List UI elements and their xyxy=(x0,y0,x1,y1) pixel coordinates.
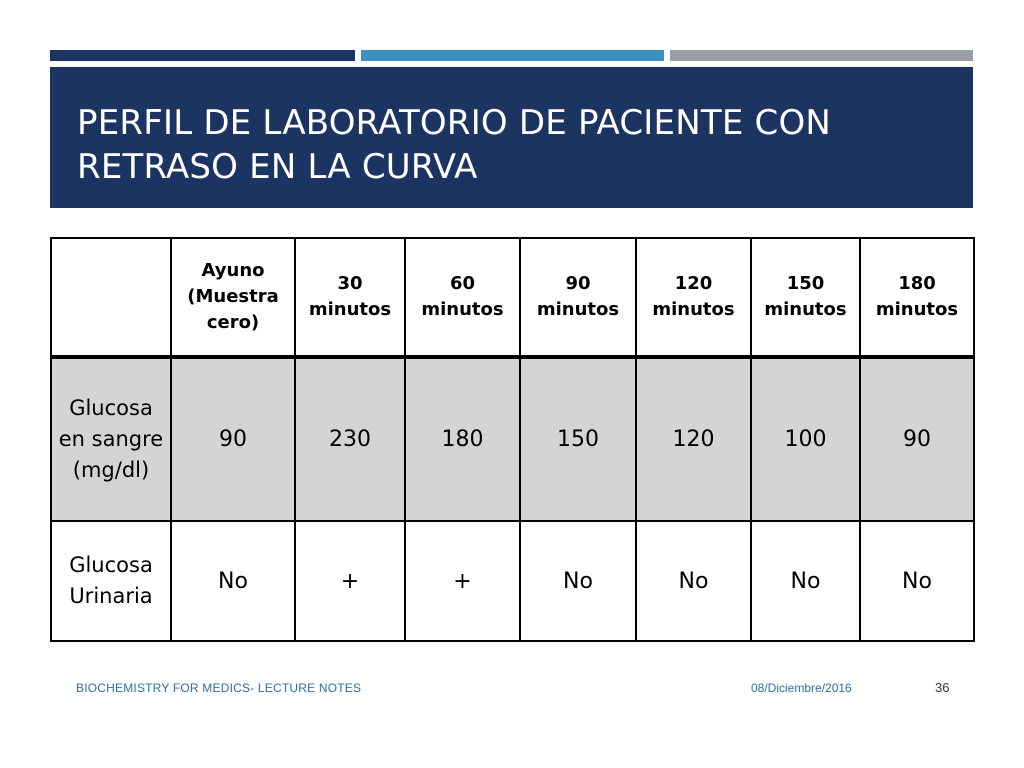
table-cell: + xyxy=(295,521,405,641)
table-cell: 150 xyxy=(520,357,636,521)
table-cell: No xyxy=(520,521,636,641)
footer-course-title: BIOCHEMISTRY FOR MEDICS- LECTURE NOTES xyxy=(76,681,362,695)
table-cell: No xyxy=(860,521,974,641)
table-row-glucosa-sangre xyxy=(51,357,974,521)
table-header-row xyxy=(51,238,974,357)
lab-profile-table xyxy=(50,237,975,642)
accent-bar-dark xyxy=(50,50,355,61)
footer-date: 08/Diciembre/2016 xyxy=(751,681,852,695)
title-banner xyxy=(50,67,973,208)
page-number: 36 xyxy=(935,680,950,695)
header-cell-180min: 180 minutos xyxy=(860,238,974,357)
table-cell: 100 xyxy=(751,357,860,521)
table-cell: 120 xyxy=(636,357,751,521)
header-cell-ayuno: Ayuno (Muestra cero) xyxy=(171,238,295,357)
table-cell: 180 xyxy=(405,357,520,521)
header-cell-150min: 150 minutos xyxy=(751,238,860,357)
table-cell: 90 xyxy=(860,357,974,521)
table-cell: 230 xyxy=(295,357,405,521)
table-cell: 90 xyxy=(171,357,295,521)
header-cell-120min: 120 minutos xyxy=(636,238,751,357)
table-cell: No xyxy=(636,521,751,641)
table-row-glucosa-urinaria xyxy=(51,521,974,641)
header-cell-90min: 90 minutos xyxy=(520,238,636,357)
row-label: Glucosa Urinaria xyxy=(51,521,171,641)
slide-title: PERFIL DE LABORATORIO DE PACIENTE CON RETRASO EN LA CURVA xyxy=(77,103,832,187)
table-cell: No xyxy=(751,521,860,641)
row-label: Glucosa en sangre (mg/dl) xyxy=(51,357,171,521)
table-cell: + xyxy=(405,521,520,641)
header-cell-60min: 60 minutos xyxy=(405,238,520,357)
accent-bar-blue xyxy=(361,50,664,61)
accent-bar-gray xyxy=(670,50,973,61)
header-cell-30min: 30 minutos xyxy=(295,238,405,357)
table-cell: No xyxy=(171,521,295,641)
header-cell-empty xyxy=(51,238,171,357)
